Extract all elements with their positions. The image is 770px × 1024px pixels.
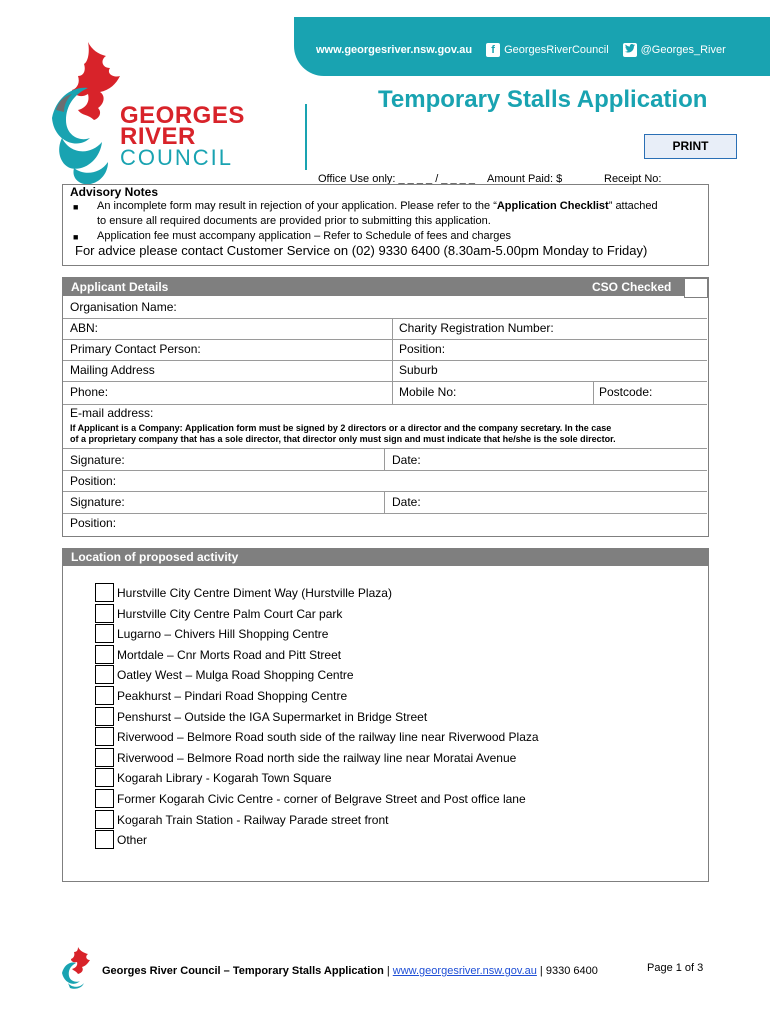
header-banner [294,17,770,76]
abn-field[interactable]: ABN: [70,321,99,335]
print-button[interactable]: PRINT [644,134,737,159]
location-option-label: Hurstville City Centre Diment Way (Hurstville Plaza) [117,586,392,600]
location-checkbox[interactable] [95,686,114,705]
location-option-label: Peakhurst – Pindari Road Shopping Centre [117,689,348,703]
position-field[interactable]: Position: [399,342,446,356]
applicant-details-header: Applicant Details CSO Checked [63,278,708,296]
signature-field-1[interactable]: Signature: [70,453,125,467]
primary-contact-field[interactable]: Primary Contact Person: [70,342,201,356]
facebook-link[interactable]: f GeorgesRiverCouncil [486,43,609,57]
receipt-no-label: Receipt No: [604,173,662,185]
office-use-label: Office Use only: _ _ _ _ / _ _ _ _ [318,173,475,185]
advisory-note-1-cont: to ensure all required documents are provided prior to submitting this application. [97,215,491,227]
location-checkbox[interactable] [95,624,114,643]
location-option-label: Lugarno – Chivers Hill Shopping Centre [117,627,329,641]
location-checkbox[interactable] [95,665,114,684]
location-checkbox[interactable] [95,768,114,787]
location-checkbox[interactable] [95,830,114,849]
location-option-label: Riverwood – Belmore Road south side of the railway line near Riverwood Plaza [117,730,539,744]
advisory-note-1: An incomplete form may result in rejection of your application. Please refer to the “Application Checklist” attached [97,200,658,212]
position-field-2[interactable]: Position: [70,516,117,530]
bullet-icon: ■ [73,202,79,212]
page-number: Page 1 of 3 [647,962,704,974]
location-checkbox[interactable] [95,645,114,664]
location-option-label: Mortdale – Cnr Morts Road and Pitt Street [117,648,342,662]
mobile-field[interactable]: Mobile No: [399,385,457,399]
location-option-label: Kogarah Train Station - Railway Parade street front [117,813,389,827]
header-divider [305,104,307,170]
position-field-1[interactable]: Position: [70,474,117,488]
website-link[interactable]: www.georgesriver.nsw.gov.au [316,44,473,56]
mailing-address-field[interactable]: Mailing Address [70,363,155,377]
location-option-label: Kogarah Library - Kogarah Town Square [117,771,332,785]
location-option-label: Former Kogarah Civic Centre - corner of Belgrave Street and Post office lane [117,792,526,806]
company-signing-notice: If Applicant is a Company: Application form must be signed by 2 directors or a director and the company secretary. In the case of a proprietary company that has a sole director, that director only must sign and must indicate that he/she is the sole director. [70,423,616,444]
location-option-label: Hurstville City Centre Palm Court Car park [117,607,343,621]
council-logo-text: GEORGES RIVER COUNCIL [120,102,245,170]
advisory-note-2: Application fee must accompany application – Refer to Schedule of fees and charges [97,230,511,242]
page-title: Temporary Stalls Application [378,86,708,113]
phone-field[interactable]: Phone: [70,385,109,399]
postcode-field[interactable]: Postcode: [599,385,653,399]
cso-checked-checkbox[interactable] [684,278,708,298]
location-option-label: Other [117,833,148,847]
location-checkbox[interactable] [95,604,114,623]
location-checkbox[interactable] [95,789,114,808]
location-checkbox[interactable] [95,583,114,602]
location-option-label: Penshurst – Outside the IGA Supermarket in Bridge Street [117,710,428,724]
footer-text: Georges River Council – Temporary Stalls Application | www.georgesriver.nsw.gov.au | 9330 6400 [102,965,598,977]
location-header: Location of proposed activity [63,549,708,566]
applicant-details-section [62,277,709,537]
footer-website-link[interactable]: www.georgesriver.nsw.gov.au [392,965,537,977]
date-field-1[interactable]: Date: [392,453,421,467]
signature-field-2[interactable]: Signature: [70,495,125,509]
email-field[interactable]: E-mail address: [70,406,154,420]
amount-paid-label: Amount Paid: $ [487,173,563,185]
twitter-link[interactable]: @Georges_River [623,43,726,57]
cso-checked-label: CSO Checked [592,280,672,294]
location-option-label: Riverwood – Belmore Road north side the railway line near Moratai Avenue [117,751,517,765]
suburb-field[interactable]: Suburb [399,363,438,377]
charity-registration-field[interactable]: Charity Registration Number: [399,321,554,335]
organisation-field[interactable]: Organisation Name: [70,300,177,314]
location-checkbox[interactable] [95,727,114,746]
location-checkbox[interactable] [95,707,114,726]
twitter-icon [623,43,637,57]
location-checkbox[interactable] [95,810,114,829]
council-logo-icon [48,38,126,188]
location-checkbox[interactable] [95,748,114,767]
advisory-heading: Advisory Notes [70,185,159,199]
date-field-2[interactable]: Date: [392,495,421,509]
facebook-icon: f [486,43,500,57]
footer-logo-icon [60,945,96,989]
bullet-icon: ■ [73,232,79,242]
advisory-contact: For advice please contact Customer Service on (02) 9330 6400 (8.30am-5.00pm Monday to Friday) [75,243,648,258]
location-option-label: Oatley West – Mulga Road Shopping Centre [117,668,354,682]
